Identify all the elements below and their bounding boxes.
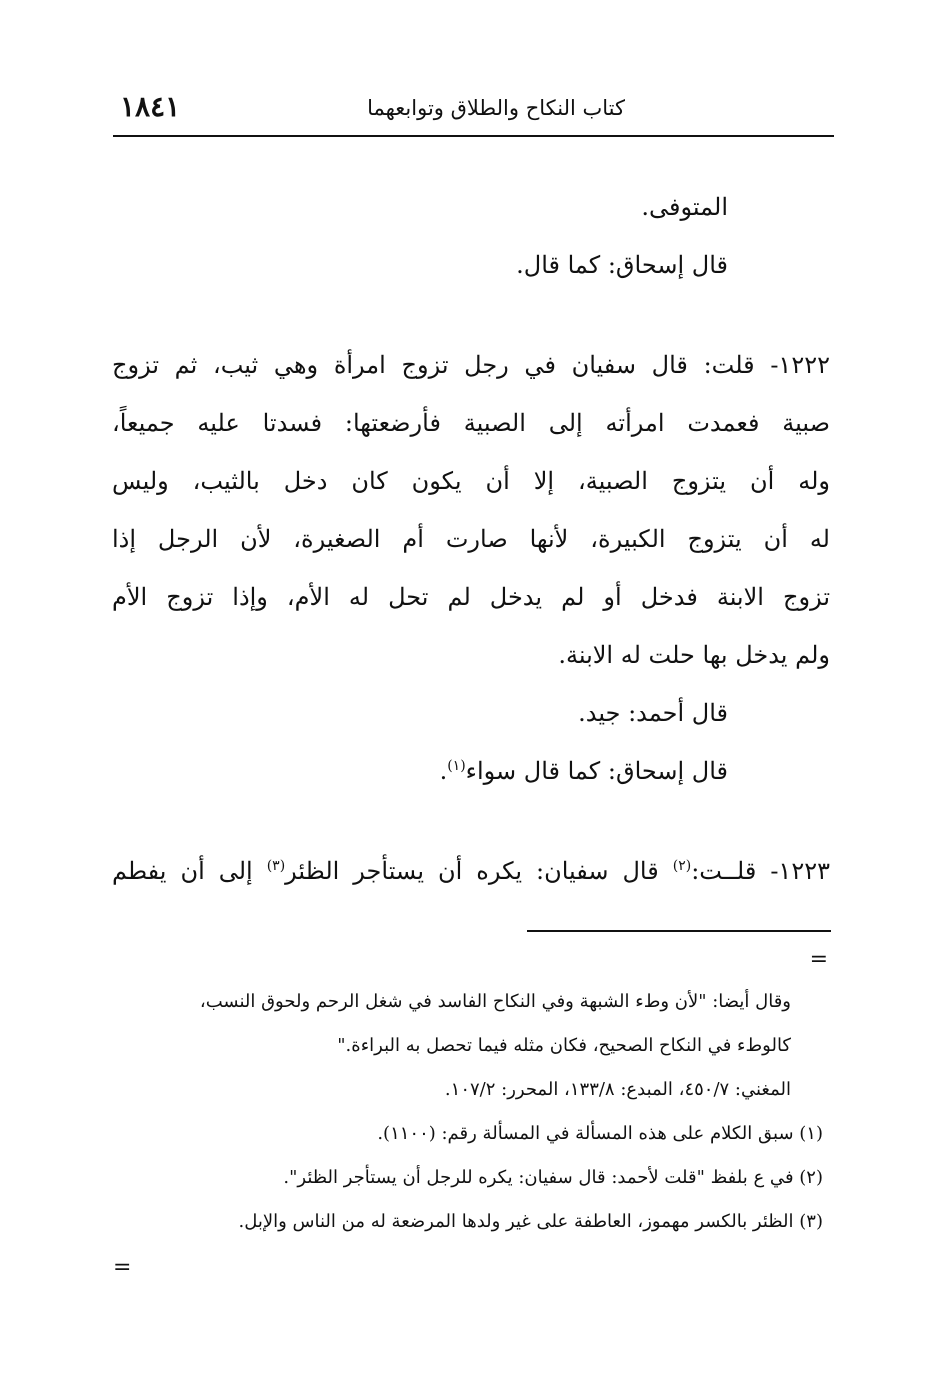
text-segment: قلت: قال سفيان في رجل تزوج امرأة وهي ثيب، ثم تزوج [112, 351, 755, 379]
footnote-rule [527, 930, 831, 932]
paragraph-number: ١٢٢٢- [770, 351, 830, 379]
text-line: المتوفى. [641, 193, 728, 221]
text-segment: قال سفيان: يكره أن يستأجر الظئر [285, 857, 659, 885]
footnote-ref: (٢) [672, 858, 692, 874]
running-header: كتاب النكاح والطلاق وتوابعهما [367, 96, 625, 120]
continuation-mark: = [809, 947, 828, 972]
text-line: له أن يتزوج الكبيرة، لأنها صارت أم الصغيرة، لأن الرجل إذا [112, 525, 830, 553]
main-text [112, 178, 830, 900]
text-line [112, 742, 830, 800]
text-line: صبية فعمدت امرأته إلى الصبية فأرضعتها: فسدتا عليه جميعاً، [112, 409, 830, 437]
footnote-line: وقال أيضا: "لأن وطء الشبهة وفي النكاح الفاسد في شغل الرحم ولحوق النسب، [199, 991, 791, 1012]
paragraph-1223-first-line [112, 842, 830, 900]
footnote-line: المغني: ٤٥٠/٧، المبدع: ١٣٣/٨، المحرر: ١٠٧/٢. [444, 1079, 791, 1100]
text-line: تزوج الابنة فدخل أو لم يدخل لم تحل له الأم، وإذا تزوج الأم [112, 583, 830, 611]
footnote-item: (١) سبق الكلام على هذه المسألة في المسألة رقم: (١١٠٠). [377, 1123, 823, 1144]
text-segment: إلى أن يفطم [112, 857, 253, 885]
text-segment: . [439, 757, 448, 785]
footnote-line: كالوطء في النكاح الصحيح، فكان مثله فيما تحصل به البراءة." [337, 1035, 791, 1056]
footnotes [98, 980, 823, 1244]
text-line: ولم يدخل بها حلت له الابنة. [558, 641, 830, 669]
continuation-mark-bottom: = [113, 1255, 132, 1280]
paragraph-number: ١٢٢٣- [770, 857, 830, 885]
footnote-item: (٢) في ع بلفظ "قلت لأحمد: قال سفيان: يكره للرجل أن يستأجر الظئر". [283, 1167, 823, 1188]
footnote-ref: (٣) [266, 858, 286, 874]
header-rule [113, 135, 834, 137]
text-line: قال إسحاق: كما قال. [516, 251, 728, 279]
text-segment: قلــت: [691, 857, 757, 885]
text-line: وله أن يتزوج الصبية، إلا أن يكون كان دخل بالثيب، وليس [112, 467, 830, 495]
page-number: ١٨٤١ [120, 90, 181, 123]
text-line: قال أحمد: جيد. [578, 699, 728, 727]
paragraph-1222-first-line [112, 336, 830, 394]
footnote-item: (٣) الظئر بالكسر مهموز، العاطفة على غير ولدها المرضعة له من الناس والإبل. [238, 1211, 823, 1232]
text-segment: قال إسحاق: كما قال سواء [465, 757, 728, 785]
footnote-ref: (١) [447, 758, 466, 774]
